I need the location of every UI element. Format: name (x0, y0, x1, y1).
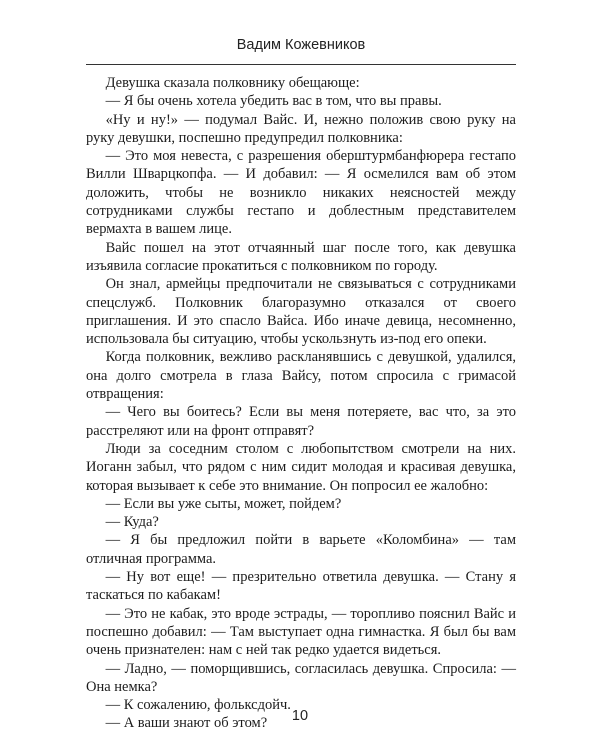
paragraph: — Я бы очень хотела убедить вас в том, что вы правы. (105, 93, 442, 110)
paragraph: — Чего вы боитесь? Если вы меня потеряете, вас что, за это расстреляют или на фронт отправят? (86, 404, 516, 439)
paragraph: — К сожалению, фольксдойч. (105, 697, 291, 714)
paragraph: — Я бы предложил пойти в варьете «Коломбина» — там отличная программа. (86, 532, 516, 567)
paragraph: — Ладно, — поморщившись, согласилась девушка. Спросила: — Она немка? (86, 660, 516, 695)
paragraph: — Это моя невеста, с разрешения оберштурмбанфюрера гестапо Вилли Шварцкопфа. — И добавил: — Я осмелился вам об этом доложить, чтобы не возникло никаких неясностей между сотрудниками службы гестапо и доблестным представителем вермахта в вашем лице. (86, 148, 516, 238)
paragraph: Когда полковник, вежливо раскланявшись с девушкой, удалился, она долго смотрела в глаза Вайсу, потом спросила с гримасой отвращения: (86, 349, 516, 403)
header-divider (86, 64, 516, 65)
page-body (86, 74, 516, 733)
paragraph: — Это не кабак, это вроде эстрады, — торопливо пояснил Вайс и поспешно добавил: — Там выступает одна гимнастка. Я был бы вам очень признателен: нам с ней так редко удается видеться. (86, 605, 516, 659)
running-header-author: Вадим Кожевников (236, 37, 366, 53)
paragraph: — Куда? (105, 514, 159, 531)
paragraph: — Ну вот еще! — презрительно ответила девушка. — Стану я таскаться по кабакам! (86, 569, 516, 604)
paragraph: Вайс пошел на этот отчаянный шаг после того, как девушка изъявила согласие прокатиться с полковником по городу. (86, 239, 516, 274)
paragraph: — А ваши знают об этом? (105, 715, 268, 732)
paragraph: Люди за соседним столом с любопытством смотрели на них. Иоганн забыл, что рядом с ним сидит молодая и красивая девушка, которая вызывает к себе это внимание. Он попросил ее жалобно: (86, 440, 516, 494)
paragraph: Он знал, армейцы предпочитали не связываться с сотрудниками спецслужб. Полковник благоразумно отказался от своего приглашения. И это спасло Вайса. Ибо иначе девица, несомненно, использовала бы ситуацию, чтобы ускользнуть из-под его опеки. (86, 276, 516, 348)
paragraph: Девушка сказала полковнику обещающе: (105, 75, 360, 91)
paragraph: «Ну и ну!» — подумал Вайс. И, нежно положив свою руку на руку девушки, поспешно предупредил полковника: (86, 111, 516, 146)
page-number: 10 (291, 708, 309, 724)
paragraph: — Если вы уже сыты, может, пойдем? (105, 495, 342, 512)
